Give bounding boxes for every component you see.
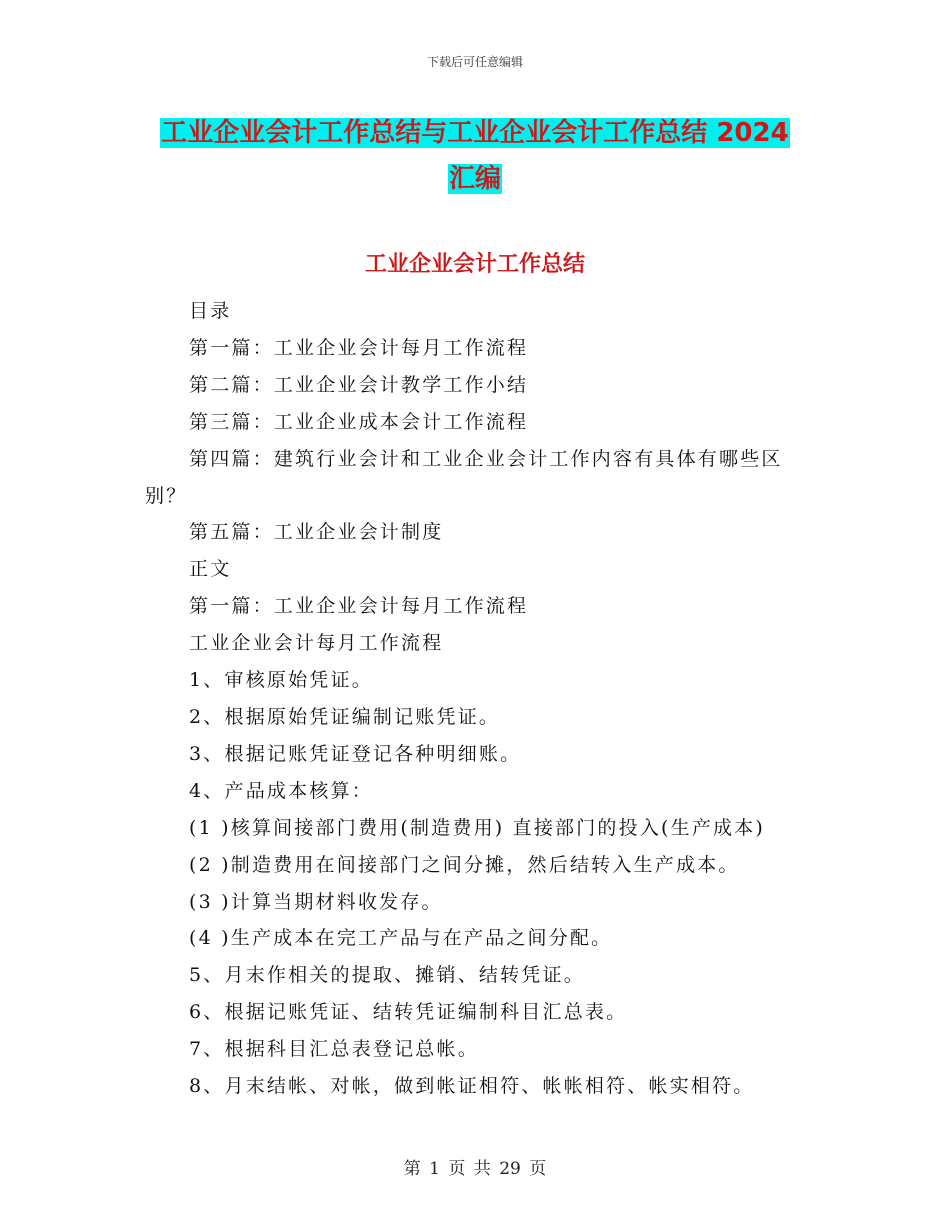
- document-title: [140, 110, 810, 202]
- chapter-heading: 第一篇：工业企业会计每月工作流程: [189, 595, 529, 618]
- section-title: 工业企业会计工作总结: [364, 252, 585, 277]
- list-item: 6、根据记账凭证、结转凭证编制科目汇总表。: [189, 1001, 628, 1024]
- page-footer: 第 1 页 共 29 页: [403, 1159, 547, 1179]
- body-heading: 正文: [189, 558, 232, 581]
- sub-list-item: (2 )制造费用在间接部门之间分摊，然后结转入生产成本。: [189, 853, 740, 876]
- toc-item: 第四篇：建筑行业会计和工业企业会计工作内容有具体有哪些区别？: [145, 447, 783, 507]
- list-item: 4、产品成本核算：: [189, 779, 373, 802]
- list-item: 2、根据原始凭证编制记账凭证。: [189, 705, 501, 728]
- toc-item: 第三篇：工业企业成本会计工作流程: [189, 410, 529, 433]
- body-text: [145, 293, 805, 1105]
- sub-list-item: (4 )生产成本在完工产品与在产品之间分配。: [189, 927, 613, 950]
- header-note: 下载后可任意编辑: [426, 55, 523, 69]
- sub-list-item: (3 )计算当期材料收发存。: [189, 890, 443, 913]
- toc-item: 第二篇：工业企业会计教学工作小结: [189, 373, 529, 396]
- sub-list-item: (1 )核算间接部门费用(制造费用) 直接部门的投入(生产成本): [189, 816, 766, 839]
- list-item: 5、月末作相关的提取、摊销、结转凭证。: [189, 964, 585, 987]
- list-item: 7、根据科目汇总表登记总帐。: [189, 1038, 479, 1061]
- toc-item: 第五篇：工业企业会计制度: [189, 521, 444, 544]
- title-line-1: 工业企业会计工作总结与工业企业会计工作总结 2024: [161, 118, 789, 148]
- list-item: 3、根据记账凭证登记各种明细账。: [189, 742, 522, 765]
- title-line-2: 汇编: [448, 164, 501, 194]
- list-item: 1、审核原始凭证。: [189, 669, 373, 692]
- toc-item: 第一篇：工业企业会计每月工作流程: [189, 336, 529, 359]
- toc-heading: 目录: [189, 300, 232, 322]
- list-item: 8、月末结帐、对帐，做到帐证相符、帐帐相符、帐实相符。: [189, 1075, 755, 1098]
- paragraph: 工业企业会计每月工作流程: [189, 632, 444, 655]
